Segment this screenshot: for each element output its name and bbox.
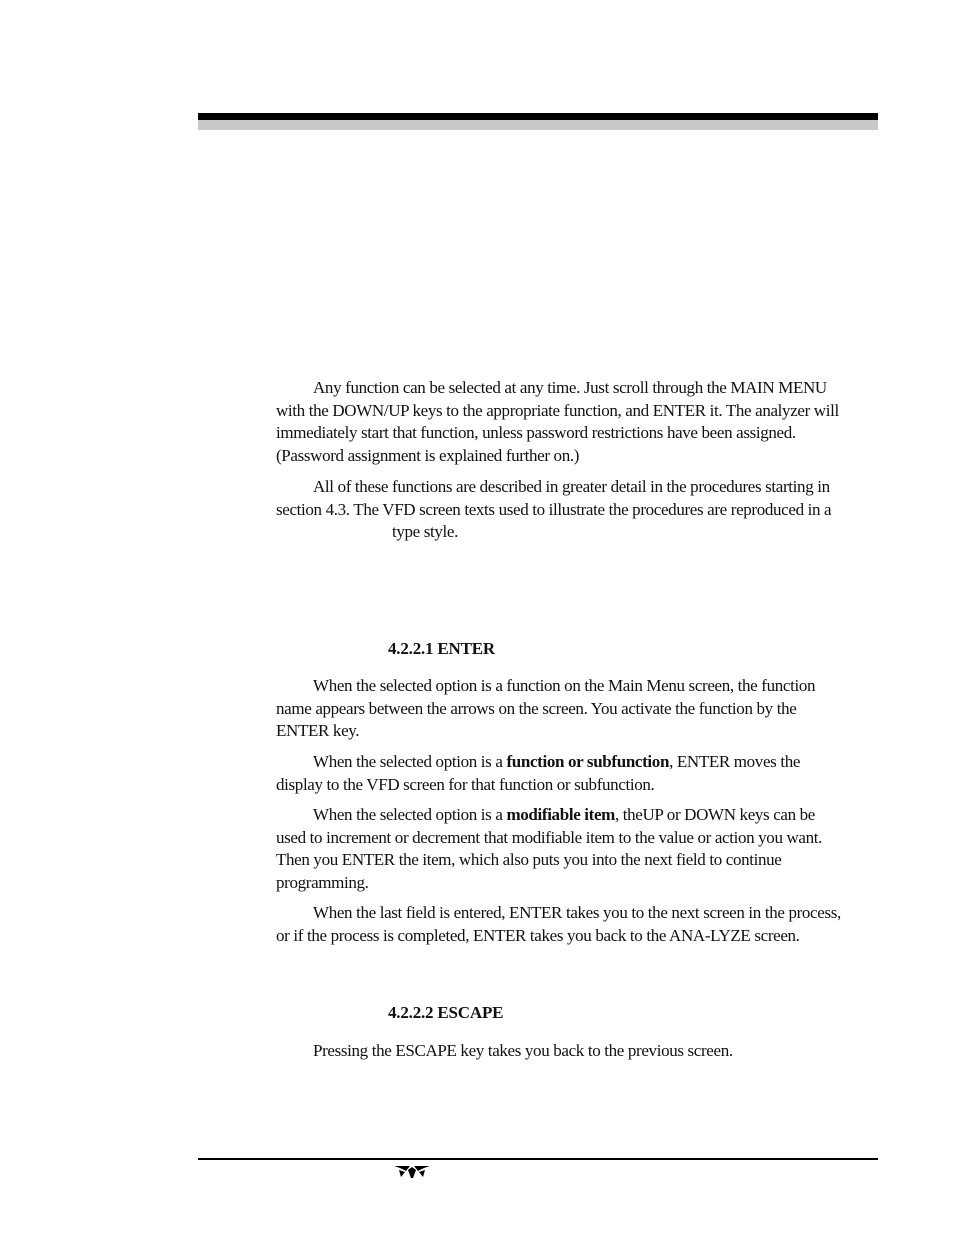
header-rule-gray bbox=[198, 120, 878, 130]
enter-paragraph-2-post: , ENTER moves the display to the VFD screen for that function or subfunction. bbox=[276, 752, 801, 794]
intro-paragraph-2 bbox=[276, 476, 846, 544]
enter-section-heading: 4.2.2.1 ENTER bbox=[388, 639, 495, 658]
escape-section-heading: 4.2.2.2 ESCAPE bbox=[388, 1003, 504, 1022]
escape-paragraph-1: Pressing the ESCAPE key takes you back to the previous screen. bbox=[313, 1041, 733, 1060]
enter-paragraph-1: When the selected option is a function on the Main Menu screen, the function name appears between the arrows on the screen. You activate the function by the ENTER key. bbox=[276, 676, 816, 740]
intro-paragraph-2-end: type style. bbox=[392, 522, 459, 541]
function-or-subfunction-term: function or subfunction bbox=[506, 752, 670, 771]
teledyne-logo-icon bbox=[392, 1162, 432, 1182]
enter-paragraph-2-pre: When the selected option is a bbox=[313, 752, 507, 771]
header-rule-dark bbox=[198, 113, 878, 120]
enter-paragraph-2 bbox=[276, 751, 846, 796]
enter-paragraph-3 bbox=[276, 804, 846, 894]
modifiable-item-term: modifiable item bbox=[506, 805, 615, 824]
enter-paragraph-3-pre: When the selected option is a bbox=[313, 805, 507, 824]
enter-paragraph-3-post: , theUP or DOWN keys can be used to increment or decrement that modifiable item to the value or action you want. Then you ENTER the item, which also puts you into the next field to continue programming. bbox=[276, 805, 823, 892]
intro-paragraph-1: Any function can be selected at any time. Just scroll through the MAIN MENU with the DOWN/UP keys to the appropriate function, and ENTER it. The analyzer will immediately start that function, unless password restrictions have been assigned. (Password assignment is explained further on.) bbox=[276, 378, 839, 465]
intro-paragraph-2-start: All of these functions are described in greater detail in the procedures starting in section 4.3. The VFD screen texts used to illustrate the procedures are reproduced in a bbox=[276, 477, 832, 519]
footer-rule bbox=[198, 1158, 878, 1160]
enter-paragraph-4: When the last field is entered, ENTER takes you to the next screen in the process, or if the process is completed, ENTER takes you back to the ANA-LYZE screen. bbox=[276, 903, 841, 945]
